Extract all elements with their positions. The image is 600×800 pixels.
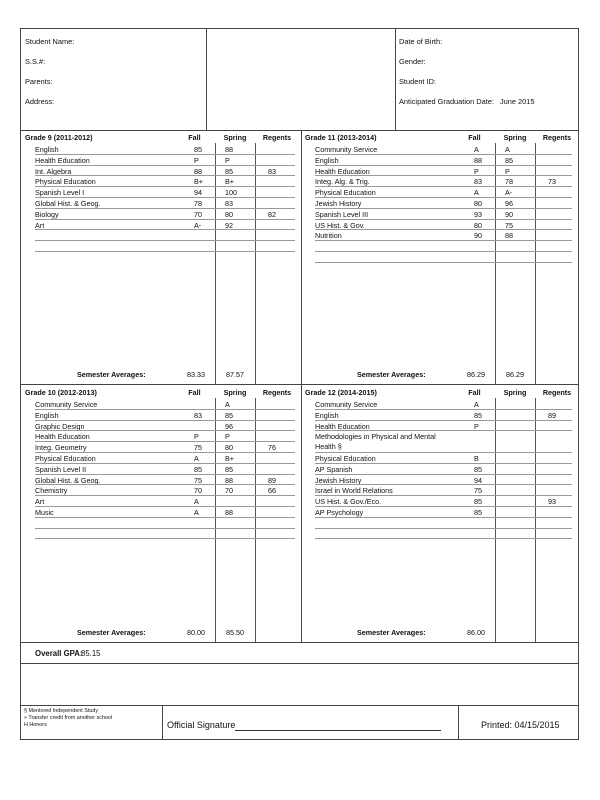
column-header-spring: Spring [503,388,527,397]
legend-item: » Transfer credit from another school [24,714,113,721]
course-name: Health Education [315,166,370,176]
course-name: Spanish Level I [35,188,85,198]
course-name: Global Hist. & Geog. [35,475,101,485]
course-fall-grade: 93 [474,209,482,219]
course-regents-grade: 83 [268,166,276,176]
course-name: Chemistry [35,486,68,496]
course-spring-grade: A [225,400,230,409]
course-fall-grade: 94 [474,475,482,485]
row-rule [315,517,572,518]
course-name: Physical Education [35,177,96,187]
course-fall-grade: 85 [474,464,482,474]
course-fall-grade: 80 [474,199,482,208]
column-header-spring: Spring [503,133,527,142]
course-regents-grade: 89 [268,475,276,485]
grade-panel-title: Grade 9 (2011-2012) [25,133,93,142]
row-rule [315,262,572,263]
grade-panel [21,130,301,384]
header-divider [206,29,207,130]
row-rule [35,517,295,518]
course-spring-grade: B+ [225,177,234,187]
course-regents-grade: 93 [548,497,556,507]
signature-label: Official Signature [167,720,236,730]
row-rule [35,229,295,230]
course-fall-grade: 85 [474,508,482,517]
address-label: Address: [25,97,55,106]
gender-label: Gender: [399,57,426,66]
semester-averages-label: Semester Averages: [357,628,426,637]
course-name: Physical Education [315,188,376,198]
course-spring-grade: 96 [505,199,513,208]
course-fall-grade: 80 [474,220,482,230]
course-name: Spanish Level III [315,209,369,219]
course-fall-grade: A [194,497,199,507]
student-info-header [21,29,578,131]
course-name: Health Education [35,432,90,442]
course-fall-grade: 70 [194,209,202,219]
column-header-fall: Fall [468,388,481,397]
course-fall-grade: 75 [194,475,202,485]
course-regents-grade: 76 [268,443,276,453]
course-spring-grade: 92 [225,220,233,230]
section-divider [21,384,578,385]
course-fall-grade: 85 [474,410,482,420]
semester-average-fall: 80.00 [187,628,205,637]
course-fall-grade: A [194,454,199,463]
footer-divider [162,706,163,740]
course-spring-grade: P [505,166,510,176]
course-fall-grade: A [474,400,479,409]
course-fall-grade: P [474,166,479,176]
column-divider [301,130,302,642]
course-spring-grade: 88 [505,231,513,241]
course-name: US Hist. & Gov./Eco. [315,497,382,507]
course-spring-grade: 96 [225,421,233,431]
column-header-fall: Fall [188,133,201,142]
course-spring-grade: 88 [225,145,233,154]
course-name: Methodologies in Physical and Mental Health § [315,432,436,452]
course-spring-grade: 78 [505,177,513,187]
course-fall-grade: B+ [194,177,203,187]
grade-panel-title: Grade 12 (2014-2015) [305,388,377,397]
course-fall-grade: 88 [194,166,202,176]
course-name: English [35,145,59,154]
dob-label: Date of Birth: [399,37,443,46]
grade-panel [21,385,301,642]
course-spring-grade: A [505,145,510,154]
overall-gpa-label: Overall GPA: [35,649,83,658]
column-header-regents: Regents [262,388,292,397]
column-header-spring: Spring [223,133,247,142]
grad-date-label [399,97,535,106]
legend-item: § Mentored Independent Study [24,708,99,714]
course-fall-grade: 85 [194,464,202,474]
course-name: Community Service [315,145,378,154]
course-name: US Hist. & Gov. [315,220,365,230]
course-name: Int. Algebra [35,166,72,176]
row-rule [315,240,572,241]
course-spring-grade: 83 [225,199,233,208]
course-fall-grade: 88 [474,155,482,165]
course-fall-grade: 90 [474,231,482,241]
course-name: Physical Education [315,454,376,463]
course-spring-grade: 80 [225,209,233,219]
course-spring-grade: P [225,432,230,442]
overall-gpa-value: 85.15 [81,649,101,658]
course-fall-grade: 94 [194,188,202,198]
course-name: Integ. Alg. & Trig. [315,177,370,187]
course-fall-grade: P [194,432,199,442]
course-fall-grade: 83 [194,410,202,420]
course-name: English [35,410,59,420]
course-fall-grade: A [194,508,199,517]
semester-average-fall: 86.00 [467,628,485,637]
course-name: Community Service [35,400,98,409]
course-name: Health Education [315,421,370,431]
course-fall-grade: A [474,145,479,154]
legend [24,708,112,728]
course-fall-grade: P [194,155,199,165]
column-header-fall: Fall [468,133,481,142]
course-fall-grade: A [474,188,479,198]
semester-average-spring: 87.57 [226,370,244,379]
course-spring-grade: 85 [225,166,233,176]
course-name: English [315,155,339,165]
course-fall-grade: 75 [474,486,482,496]
course-fall-grade: 75 [194,443,202,453]
course-fall-grade: 78 [194,199,202,208]
student-id-label: Student ID: [399,77,436,86]
course-name: AP Spanish [315,464,353,474]
header-divider [395,29,396,130]
grade-panel-title: Grade 10 (2012-2013) [25,388,97,397]
course-spring-grade: B+ [225,454,234,463]
course-regents-grade: 82 [268,209,276,219]
row-rule [315,538,572,539]
column-header-spring: Spring [223,388,247,397]
parents-label: Parents: [25,77,53,86]
course-fall-grade: P [474,421,479,431]
course-fall-grade: 83 [474,177,482,187]
course-name: Art [35,220,45,230]
row-rule [315,251,572,252]
signature-line [235,730,441,731]
course-name: Jewish History [315,199,362,208]
course-regents-grade: 66 [268,486,276,496]
grad-date-label-text: Anticipated Graduation Date: [399,97,494,106]
semester-average-spring: 86.29 [506,370,524,379]
course-spring-grade: 75 [505,220,513,230]
footer-divider [458,706,459,740]
course-name: Spanish Level II [35,464,87,474]
column-header-regents: Regents [542,133,572,142]
semester-average-fall: 86.29 [467,370,485,379]
course-name: English [315,410,339,420]
course-spring-grade: 90 [505,209,513,219]
course-spring-grade: 85 [505,155,513,165]
grade-panel-title: Grade 11 (2013-2014) [305,133,377,142]
overall-gpa-row [21,642,578,664]
course-spring-grade: 85 [225,464,233,474]
course-fall-grade: B [474,454,479,463]
course-regents-grade: 89 [548,410,556,420]
grade-panel [301,385,578,642]
course-fall-grade: 85 [474,497,482,507]
course-regents-grade: 73 [548,177,556,187]
column-header-regents: Regents [542,388,572,397]
semester-averages-label: Semester Averages: [357,370,426,379]
row-rule [35,251,295,252]
row-rule [35,538,295,539]
grade-panel [301,130,578,384]
course-spring-grade: 70 [225,486,233,496]
course-name: Israel in World Relations [315,486,393,496]
course-fall-grade: 85 [194,145,202,154]
row-rule [35,528,295,529]
course-name: Music [35,508,54,517]
course-fall-grade: A- [194,220,202,230]
course-spring-grade: 80 [225,443,233,453]
course-name: Global Hist. & Geog. [35,199,101,208]
course-name: Health Education [35,155,90,165]
course-spring-grade: 85 [225,410,233,420]
grad-date-value: June 2015 [499,97,535,106]
course-name: Integ. Geometry [35,443,87,453]
course-name: Jewish History [315,475,362,485]
course-spring-grade: A- [505,188,513,198]
row-rule [35,240,295,241]
semester-averages-label: Semester Averages: [77,628,146,637]
course-spring-grade: 100 [225,188,237,198]
legend-item: H Honors [24,721,47,728]
course-row [315,431,572,453]
semester-average-fall: 83.33 [187,370,205,379]
column-header-fall: Fall [188,388,201,397]
course-name: AP Psychology [315,508,364,517]
course-spring-grade: 88 [225,508,233,517]
printed-date: Printed: 04/15/2015 [481,720,560,730]
transcript-page [20,28,579,740]
student-name-label: Student Name: [25,37,75,46]
course-name: Biology [35,209,59,219]
course-spring-grade: P [225,155,230,165]
course-name: Physical Education [35,454,96,463]
semester-averages-label: Semester Averages: [77,370,146,379]
course-name: Community Service [315,400,378,409]
semester-average-spring: 85.50 [226,628,244,637]
ssn-label: S.S.#: [25,57,46,66]
course-name: Art [35,497,45,507]
course-spring-grade: 88 [225,475,233,485]
column-header-regents: Regents [262,133,292,142]
course-fall-grade: 70 [194,486,202,496]
transcript-footer [21,705,578,740]
course-name: Nutrition [315,231,342,241]
course-name: Graphic Design [35,421,85,431]
row-rule [315,528,572,529]
